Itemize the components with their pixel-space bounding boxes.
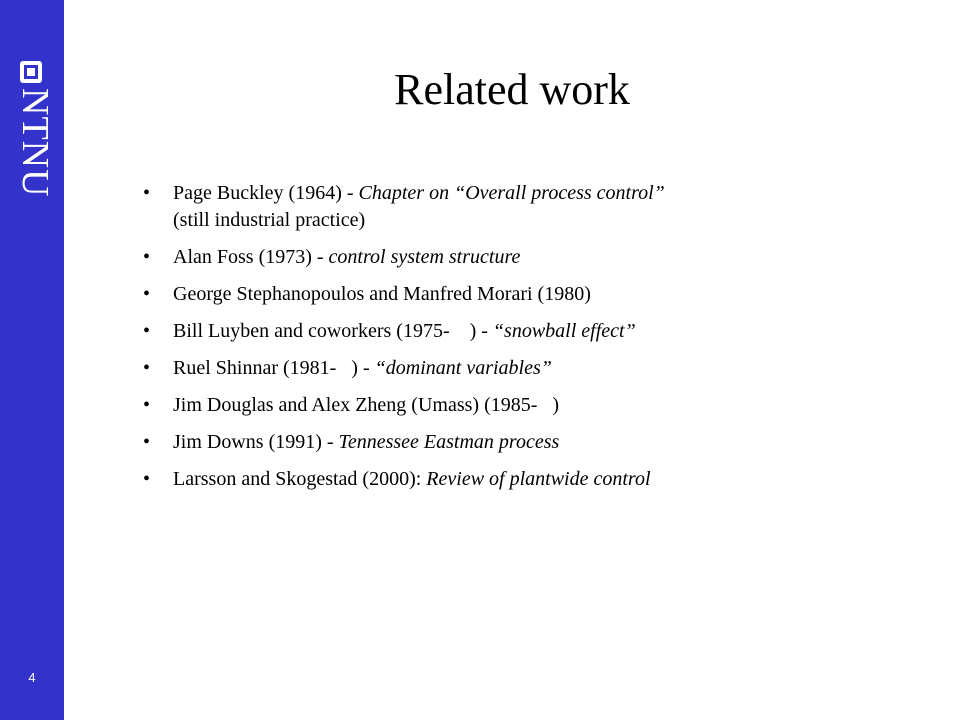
bullet-italic-text: Review of plantwide control <box>426 468 651 490</box>
bullet-list <box>140 180 930 503</box>
bullet-text <box>173 431 559 453</box>
bullet-icon: • <box>143 357 151 379</box>
bullet-item-stephanopoulos <box>140 281 930 308</box>
bullet-item-foss <box>140 244 930 271</box>
sidebar <box>0 0 64 720</box>
bullet-item-downs <box>140 429 930 456</box>
bullet-italic-text: “dominant variables” <box>374 357 552 379</box>
bullet-text <box>173 468 651 490</box>
bullet-icon: • <box>143 394 151 416</box>
bullet-plain-text: Page Buckley (1964) - <box>173 182 359 204</box>
page-number: 4 <box>28 670 36 685</box>
bullet-plain-text: George Stephanopoulos and Manfred Morari (1980) <box>173 283 591 305</box>
bullet-text <box>173 357 552 379</box>
bullet-icon: • <box>143 283 151 305</box>
bullet-text <box>173 320 636 342</box>
slide-title: Related work <box>394 65 630 114</box>
bullet-italic-text: control system structure <box>328 246 521 268</box>
bullet-item-buckley <box>140 180 930 234</box>
bullet-plain-text: Ruel Shinnar (1981- ) - <box>173 357 375 379</box>
bullet-plain-text: Jim Downs (1991) - <box>173 431 339 453</box>
bullet-plain-text: Larsson and Skogestad (2000): <box>173 468 427 490</box>
bullet-icon: • <box>143 431 151 453</box>
bullet-icon: • <box>143 468 151 490</box>
bullet-plain-text: Bill Luyben and coworkers (1975- ) - <box>173 320 493 342</box>
bullet-item-shinnar <box>140 355 930 382</box>
bullet-icon: • <box>143 246 151 268</box>
bullet-italic-text: “snowball effect” <box>492 320 636 342</box>
bullet-text <box>173 283 591 305</box>
bullet-italic-text: Tennessee Eastman process <box>338 431 560 453</box>
bullet-icon: • <box>143 320 151 342</box>
bullet-text <box>173 394 559 416</box>
bullet-icon: • <box>143 182 151 204</box>
bullet-italic-text: Chapter on “Overall process control” <box>358 182 665 204</box>
bullet-trailing-text: (still industrial practice) <box>173 209 366 231</box>
bullet-text <box>173 182 665 231</box>
ntnu-logo-text: NTNU <box>14 88 56 198</box>
bullet-plain-text: Jim Douglas and Alex Zheng (Umass) (1985- ) <box>173 394 560 416</box>
bullet-text <box>173 246 520 268</box>
bullet-item-douglas <box>140 392 930 419</box>
ntnu-logo-icon <box>20 61 42 83</box>
bullet-item-larsson <box>140 466 930 493</box>
bullet-item-luyben <box>140 318 930 345</box>
bullet-plain-text: Alan Foss (1973) - <box>173 246 329 268</box>
